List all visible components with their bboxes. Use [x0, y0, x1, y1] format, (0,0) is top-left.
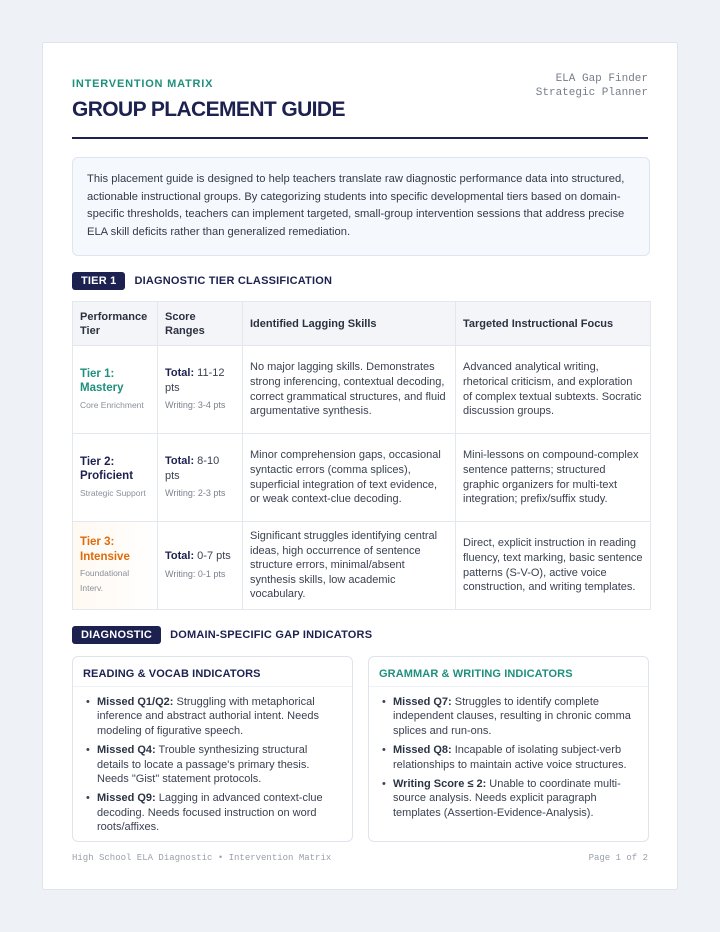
table-header-row	[73, 302, 651, 346]
score-cell	[158, 434, 243, 522]
footer-left: High School ELA Diagnostic • Intervention Matrix	[72, 853, 332, 863]
total-label: Total:	[165, 455, 195, 468]
tier-subtitle: Core Enrichment	[80, 399, 144, 410]
indicator-label: Missed Q1/Q2:	[97, 696, 174, 708]
tier-subtitle: Strategic Support	[80, 487, 146, 498]
list-item	[393, 777, 636, 820]
indicator-label: Missed Q7:	[393, 696, 452, 708]
tier-cell	[73, 346, 158, 434]
focus-cell: Advanced analytical writing, rhetorical criticism, and exploration of complex textual subtexts. Socratic discussion groups.	[456, 346, 651, 434]
total-label: Total:	[165, 550, 195, 563]
brand-block	[536, 72, 648, 100]
focus-cell: Mini-lessons on compound-complex sentence patterns; structured graphic organizers for multi-text integration; prefix/suffix study.	[456, 434, 651, 522]
tier-section-header	[72, 272, 332, 290]
reading-indicators-card	[72, 656, 353, 842]
writing-indicator-list	[369, 695, 648, 820]
table-row	[73, 522, 651, 610]
column-header: Score Ranges	[158, 302, 243, 346]
tier-name: Tier 3: Intensive	[80, 536, 130, 563]
gap-section-title: DOMAIN-SPECIFIC GAP INDICATORS	[170, 629, 373, 641]
intro-box: This placement guide is designed to help teachers translate raw diagnostic performance data into structured, actionable instructional groups. By categorizing students into specific developmental tiers based on domain-specific thresholds, teachers can implement targeted, small-group intervention sessions that address precise ELA skill deficits rather than generalized remediation.	[72, 157, 650, 256]
total-value: 11-12 pts	[165, 367, 225, 394]
tier-section-badge: TIER 1	[72, 272, 125, 290]
total-label: Total:	[165, 367, 195, 380]
indicator-text: Lagging in advanced context-clue decoding. Needs focused instruction on word roots/affixes.	[97, 792, 323, 834]
gap-section-badge: DIAGNOSTIC	[72, 626, 161, 644]
list-item	[97, 743, 340, 786]
indicator-label: Missed Q8:	[393, 744, 452, 757]
writing-indicators-card	[368, 656, 649, 842]
tier-name: Tier 2: Proficient	[80, 455, 134, 482]
tier-section-title: DIAGNOSTIC TIER CLASSIFICATION	[134, 275, 333, 287]
tier-cell	[73, 522, 158, 610]
indicator-label: Writing Score ≤ 2:	[393, 778, 487, 791]
score-cell	[158, 522, 243, 610]
gap-section-header	[72, 626, 372, 644]
page-footer	[72, 853, 648, 863]
total-value: 0-7 pts	[194, 550, 231, 563]
page-number: Page 1 of 2	[588, 853, 648, 863]
focus-cell: Direct, explicit instruction in reading fluency, text marking, basic sentence patterns (S-V-O), active voice construction, and writing templates.	[456, 522, 651, 610]
indicator-label: Missed Q4:	[97, 744, 156, 757]
indicator-text: Incapable of isolating subject-verb relationships to maintain active voice structures.	[393, 744, 627, 771]
skills-cell: No major lagging skills. Demonstrates strong inferencing, contextual decoding, correct grammatical structures, and fluid argumentative synthesis.	[243, 346, 456, 434]
indicator-text: Trouble synthesizing structural details to locate a passage's primary thesis. Needs "Gist" statement protocols.	[97, 744, 310, 786]
total-value: 8-10 pts	[165, 455, 220, 482]
column-header: Targeted Instructional Focus	[456, 302, 651, 346]
column-header: Performance Tier	[73, 302, 158, 346]
indicator-label: Missed Q9:	[97, 792, 156, 805]
writing-score: Writing: 3-4 pts	[165, 400, 226, 411]
column-header: Identified Lagging Skills	[243, 302, 456, 346]
skills-cell: Minor comprehension gaps, occasional syntactic errors (comma splices), superficial integration of text evidence, or weak context-clue decoding.	[243, 434, 456, 522]
list-item	[97, 791, 340, 834]
eyebrow-label: INTERVENTION MATRIX	[72, 78, 214, 90]
score-cell	[158, 346, 243, 434]
brand-line-1: ELA Gap Finder	[555, 73, 648, 85]
list-item	[97, 695, 340, 738]
list-item	[393, 695, 636, 738]
writing-card-title: GRAMMAR & WRITING INDICATORS	[369, 657, 648, 687]
document-page	[42, 42, 678, 890]
writing-score: Writing: 0-1 pts	[165, 568, 226, 579]
tier-subtitle: Foundational Interv.	[80, 568, 130, 593]
table-row	[73, 434, 651, 522]
tier-cell	[73, 434, 158, 522]
table-row	[73, 346, 651, 434]
reading-card-title: READING & VOCAB INDICATORS	[73, 657, 352, 687]
skills-cell: Significant struggles identifying central ideas, high occurrence of sentence structure errors, minimal/absent synthesis skills, low academic vocabulary.	[243, 522, 456, 610]
title-divider	[72, 137, 648, 139]
brand-line-2: Strategic Planner	[535, 87, 648, 99]
indicator-text: Struggling with metaphorical inference and abstract authorial intent. Needs modeling of figurative speech.	[97, 696, 319, 737]
reading-indicator-list	[73, 695, 352, 835]
indicator-text: Struggles to identify complete independent clauses, resulting in chronic comma splices and run-ons.	[393, 696, 631, 737]
list-item	[393, 743, 636, 772]
page-title: GROUP PLACEMENT GUIDE	[72, 98, 345, 121]
writing-score: Writing: 2-3 pts	[165, 488, 226, 499]
tier-name: Tier 1: Mastery	[80, 367, 124, 394]
indicator-text: Unable to coordinate multi-source analysis. Needs explicit paragraph templates (Assertion-Evidence-Analysis).	[393, 778, 621, 819]
tier-table	[72, 301, 651, 610]
